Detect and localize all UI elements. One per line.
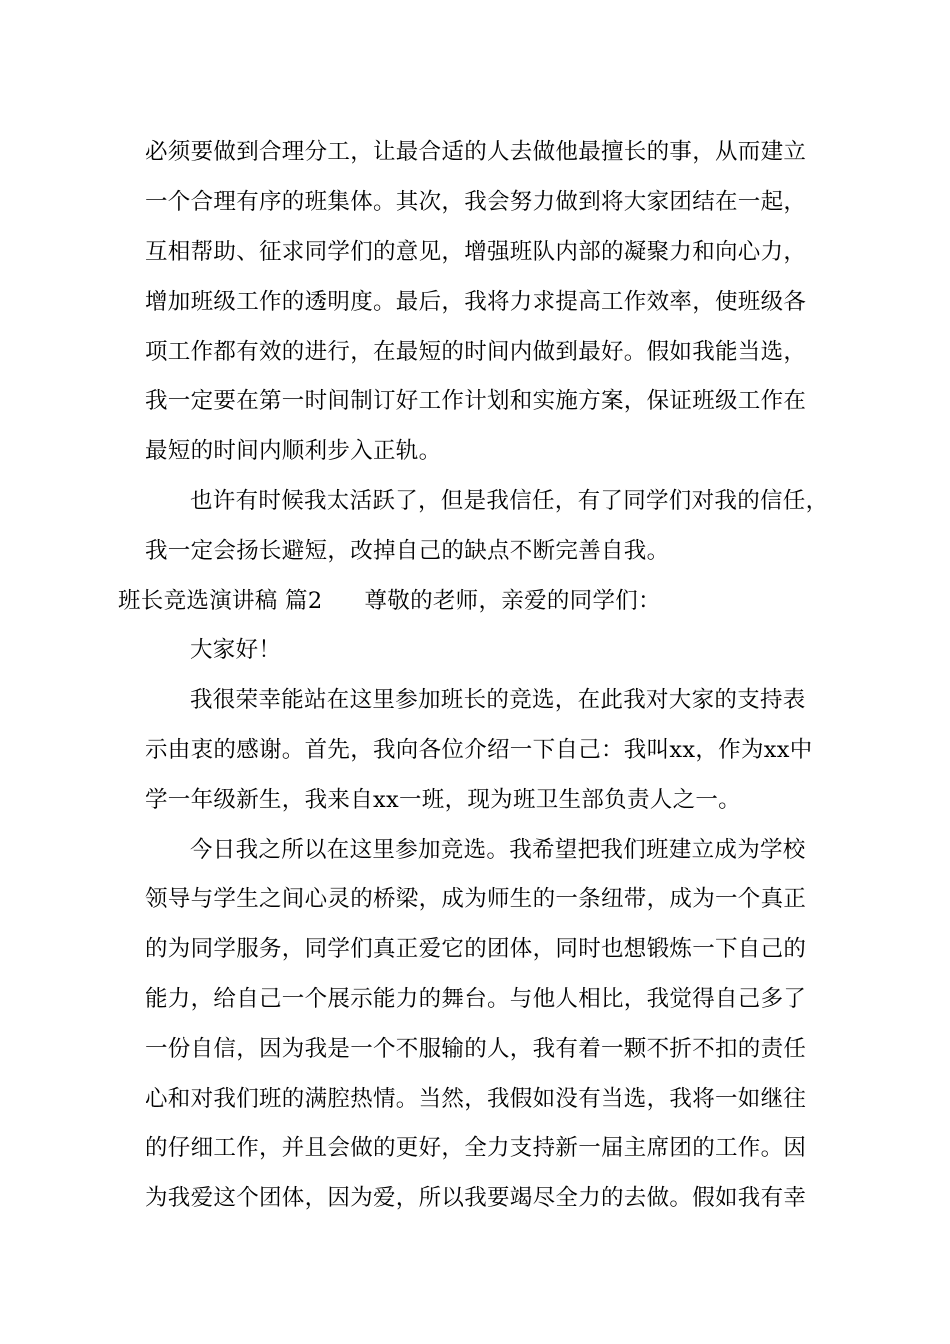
text-line: 最短的时间内顺利步入正轨。 [145, 438, 442, 464]
text-line: 的为同学服务，同学们真正爱它的团体，同时也想锻炼一下自己的 [145, 936, 807, 962]
text-line: 项工作都有效的进行，在最短的时间内做到最好。假如我能当选， [145, 339, 807, 365]
text-line: 增加班级工作的透明度。最后，我将力求提高工作效率，使班级各 [145, 289, 807, 315]
text-line: 学一年级新生，我来自xx一班，现为班卫生部负责人之一。 [145, 787, 741, 813]
text-line: 一个合理有序的班集体。其次，我会努力做到将大家团结在一起， [145, 189, 807, 215]
text-line: 示由衷的感谢。首先，我向各位介绍一下自己：我叫xx，作为xx中 [145, 737, 813, 763]
salutation: 尊敬的老师，亲爱的同学们： [364, 588, 661, 614]
text-line: 我一定会扬长避短，改掉自己的缺点不断完善自我。 [145, 538, 670, 564]
text-line: 能力，给自己一个展示能力的舞台。与他人相比，我觉得自己多了 [145, 986, 807, 1012]
text-line: 我一定要在第一时间制订好工作计划和实施方案，保证班级工作在 [145, 388, 807, 414]
greeting: 大家好！ [190, 637, 282, 663]
text-line: 一份自信，因为我是一个不服输的人，我有着一颗不折不扣的责任 [145, 1036, 807, 1062]
text-line: 我很荣幸能站在这里参加班长的竞选，在此我对大家的支持表 [190, 687, 806, 713]
section-heading-line [118, 586, 661, 616]
text-line: 也许有时候我太活跃了，但是我信任，有了同学们对我的信任， [190, 488, 829, 514]
text-line: 心和对我们班的满腔热情。当然，我假如没有当选，我将一如继往 [145, 1086, 807, 1112]
text-line: 为我爱这个团体，因为爱，所以我要竭尽全力的去做。假如我有幸 [145, 1185, 807, 1211]
text-line: 领导与学生之间心灵的桥梁，成为师生的一条纽带，成为一个真正 [145, 886, 807, 912]
text-line: 互相帮助、征求同学们的意见，增强班队内部的凝聚力和向心力， [145, 239, 807, 265]
text-line: 必须要做到合理分工，让最合适的人去做他最擅长的事，从而建立 [145, 139, 807, 165]
text-line: 的仔细工作，并且会做的更好，全力支持新一届主席团的工作。因 [145, 1135, 807, 1161]
text-line: 今日我之所以在这里参加竞选。我希望把我们班建立成为学校 [190, 837, 806, 863]
section-heading: 班长竞选演讲稿 篇2 [118, 588, 323, 614]
